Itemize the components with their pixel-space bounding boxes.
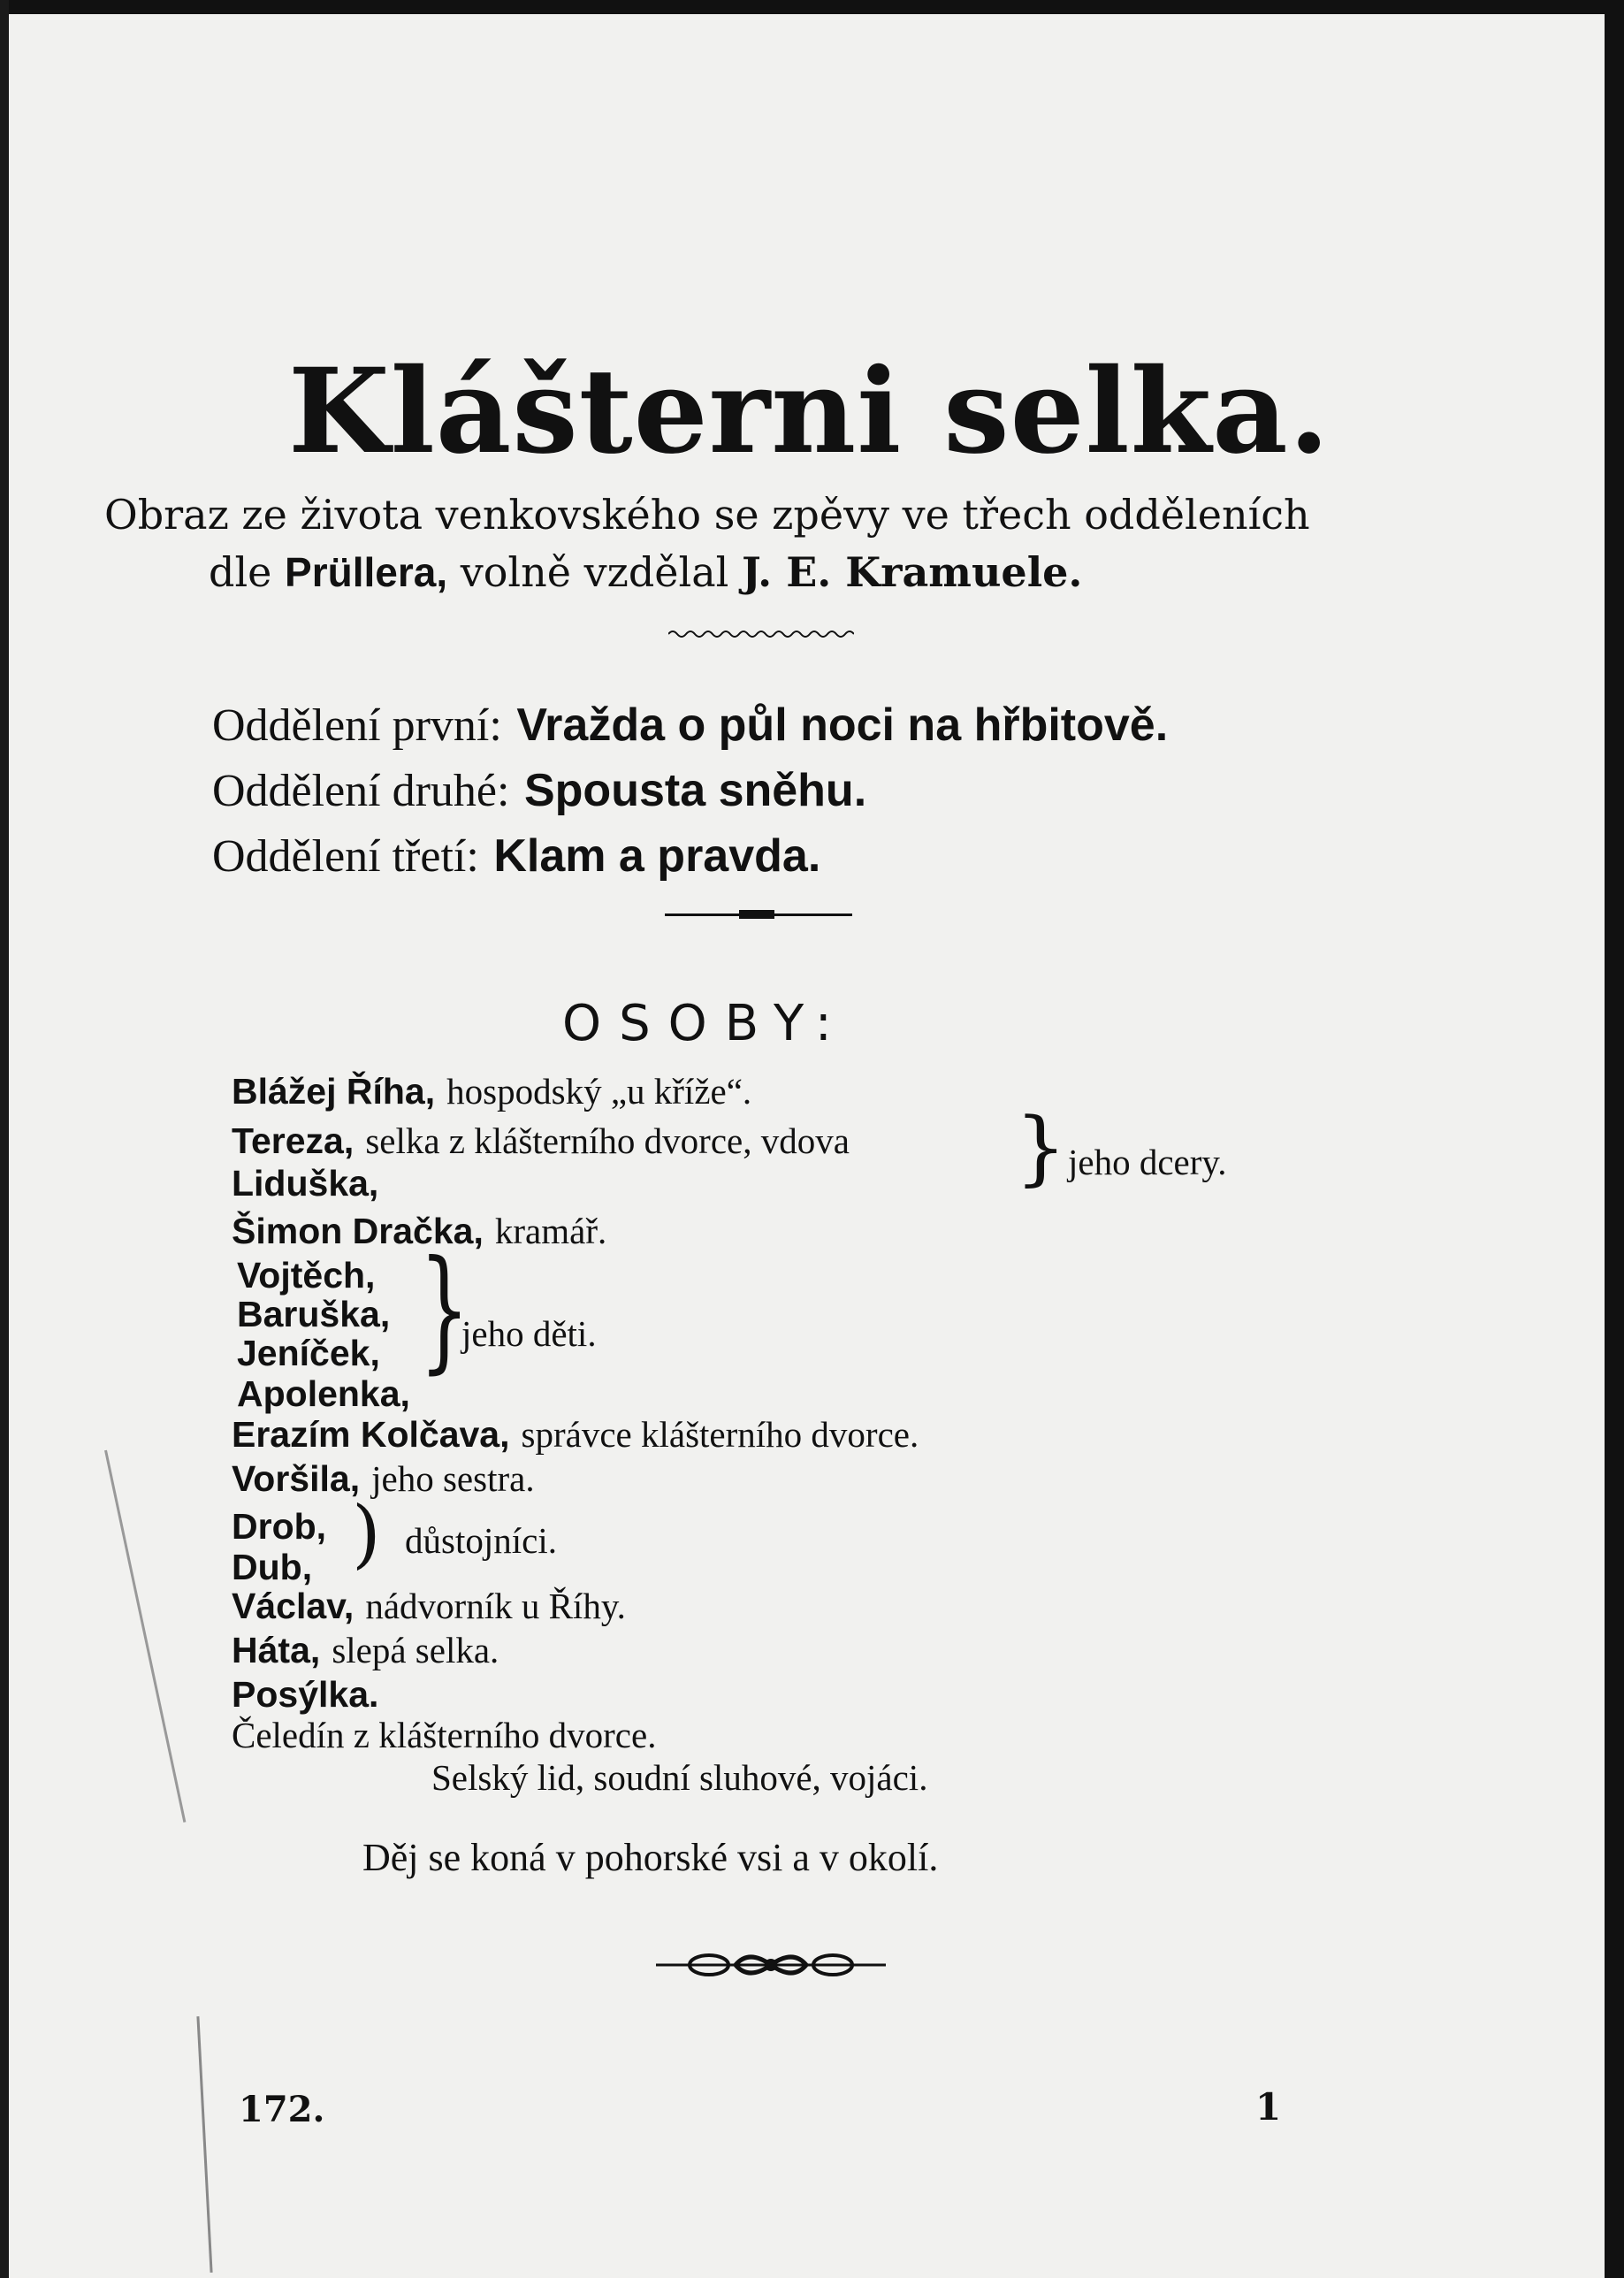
cast-row <box>232 1070 751 1112</box>
scan-border-top <box>0 0 1624 14</box>
part-1-title: Vražda o půl noci na hřbitově. <box>516 699 1169 751</box>
cast-name: Voršila, <box>232 1458 361 1499</box>
page-number: 1 <box>1255 2085 1282 2129</box>
subtitle-line-1: Obraz ze života venkovského se zpěvy ve třech odděleních <box>104 491 1310 539</box>
footer-number: 172. <box>239 2089 325 2130</box>
cast-row <box>232 1673 378 1716</box>
cast-row <box>232 1546 312 1588</box>
scan-border-right <box>1605 0 1624 2278</box>
cast-row <box>232 1585 626 1627</box>
scan-border-left <box>0 0 9 2278</box>
cast-desc: Čeledín z klášterního dvorce. <box>232 1715 657 1755</box>
cast-desc: slepá selka. <box>332 1630 499 1670</box>
cast-name: Blážej Říha, <box>232 1071 436 1112</box>
cast-name: Drob, <box>232 1506 327 1547</box>
cast-row <box>232 1162 378 1204</box>
group-note-daughters: jeho dcery. <box>1068 1142 1227 1182</box>
cast-name: Václav, <box>232 1586 355 1626</box>
extras-line: Selský lid, soudní sluhové, vojáci. <box>431 1757 928 1798</box>
cast-row <box>237 1293 390 1335</box>
persons-heading: OSOBY: <box>562 995 850 1052</box>
part-2-label: Oddělení druhé: <box>212 766 510 816</box>
subtitle-mid: volně vzdělal <box>460 548 729 596</box>
cast-desc: nádvorník u Říhy. <box>365 1586 626 1626</box>
cast-row <box>232 1120 850 1162</box>
cast-desc: kramář. <box>494 1211 607 1251</box>
group-note-officers: důstojníci. <box>405 1520 557 1561</box>
cast-row <box>232 1629 499 1671</box>
ornament-divider <box>656 1947 886 1983</box>
brace-daughters: } <box>1015 1100 1067 1195</box>
part-1 <box>212 699 1168 752</box>
cast-name: Dub, <box>232 1547 313 1587</box>
brace-children: } <box>419 1233 470 1387</box>
cast-desc: selka z klášterního dvorce, vdova <box>365 1120 850 1161</box>
cast-row <box>232 1457 535 1500</box>
cast-desc: hospodský „u kříže“. <box>446 1071 752 1112</box>
part-3-title: Klam a pravda. <box>493 830 821 882</box>
cast-name: Liduška, <box>232 1163 379 1204</box>
cast-name: Baruška, <box>237 1294 391 1334</box>
page-title: Klášterni selka. <box>288 343 1330 480</box>
subtitle-editor: J. E. Kramuele. <box>741 548 1083 596</box>
cast-row <box>237 1254 375 1296</box>
subtitle-author: Prüllera, <box>285 549 448 595</box>
subtitle-prefix: dle <box>209 548 272 596</box>
cast-name: Posýlka. <box>232 1674 379 1715</box>
part-2 <box>212 764 866 817</box>
part-2-title: Spousta sněhu. <box>523 765 867 816</box>
group-note-children: jeho děti. <box>461 1313 597 1354</box>
setting-line: Děj se koná v pohorské vsi a v okolí. <box>362 1836 939 1879</box>
cast-row <box>232 1413 919 1456</box>
part-3 <box>212 829 820 883</box>
cast-name: Háta, <box>232 1630 321 1670</box>
section-rule-center <box>739 910 774 919</box>
subtitle-line-2 <box>209 548 1082 596</box>
cast-desc: správce klášterního dvorce. <box>521 1414 919 1455</box>
cast-desc: jeho sestra. <box>371 1458 535 1499</box>
cast-name: Jeníček, <box>237 1333 380 1373</box>
wavy-divider <box>668 628 854 640</box>
cast-name: Apolenka, <box>237 1373 410 1414</box>
brace-officers: ) <box>352 1490 381 1577</box>
part-3-label: Oddělení třetí: <box>212 831 479 882</box>
cast-name: Tereza, <box>232 1120 355 1161</box>
cast-row <box>237 1332 380 1374</box>
cast-name: Erazím Kolčava, <box>232 1414 510 1455</box>
part-1-label: Oddělení první: <box>212 700 502 751</box>
cast-row <box>232 1714 656 1756</box>
cast-row <box>237 1372 410 1415</box>
cast-name: Vojtěch, <box>237 1255 376 1296</box>
cast-name: Šimon Dračka, <box>232 1211 484 1251</box>
cast-row <box>232 1505 326 1548</box>
